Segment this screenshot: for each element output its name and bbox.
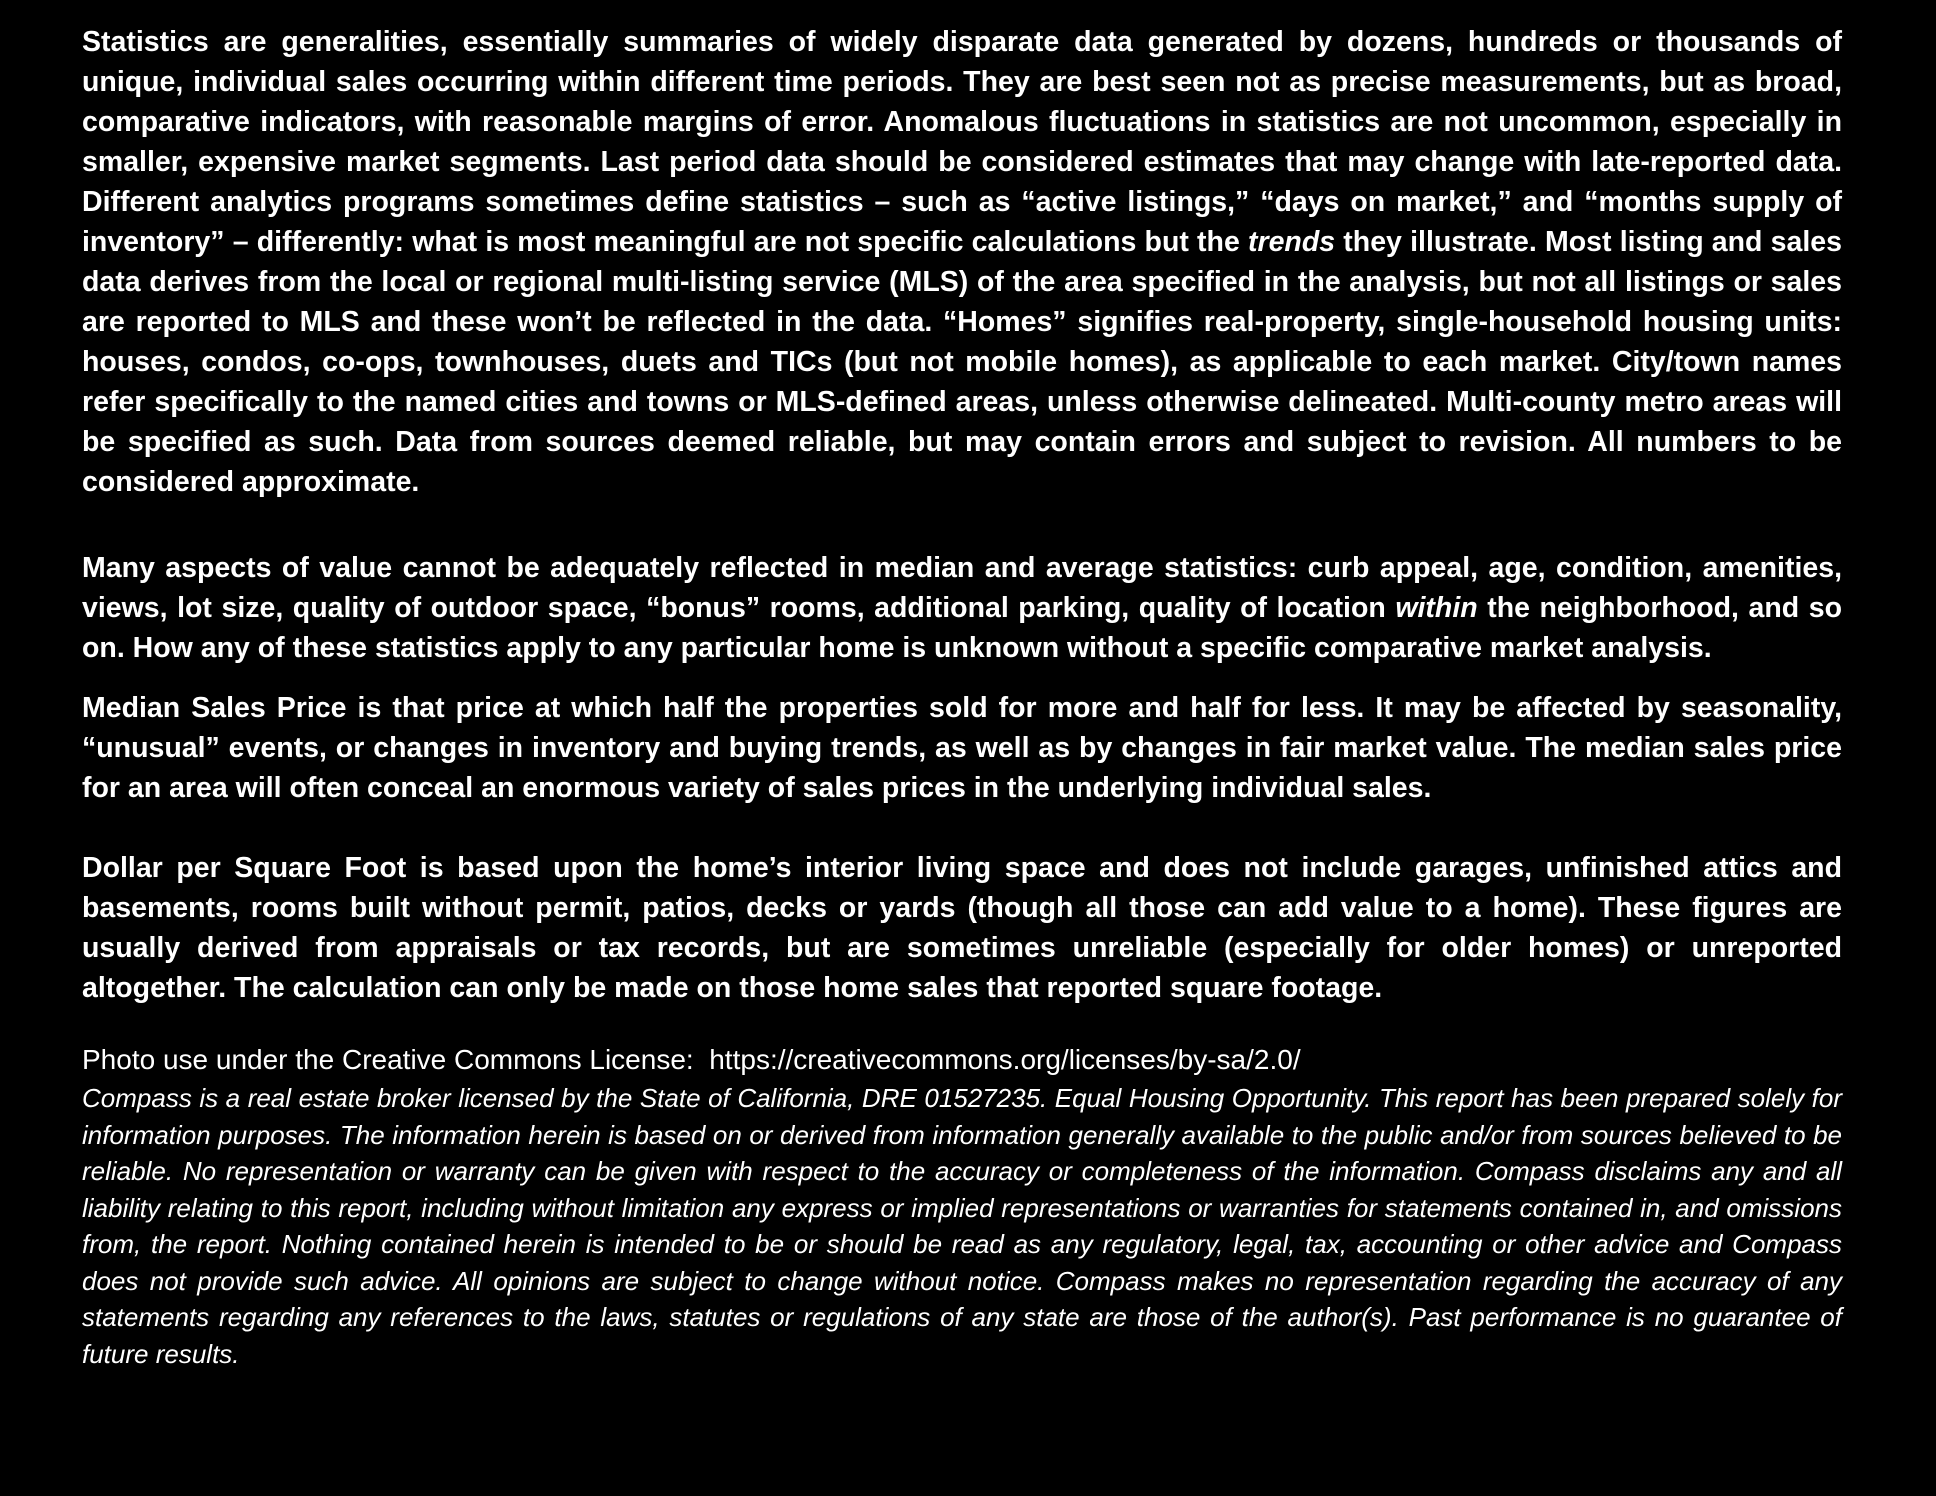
photo-license-label: Photo use under the Creative Commons License: bbox=[82, 1044, 710, 1075]
photo-license-line bbox=[82, 1040, 1842, 1080]
statistics-italic-word: trends bbox=[1248, 226, 1336, 258]
statistics-text-after-italic: they illustrate. Most listing and sales data derives from the local or regional multi-listing service (MLS) of the area specified in the analysis, but not all listings or sales are reported to MLS and these won’t be reflected in the data. “Homes” signifies real-property, single-household housing units: houses, condos, co-ops, townhouses, duets and TICs (but not mobile homes), as applicable to each market. City/town names refer specifically to the named cities and towns or MLS-defined areas, unless otherwise delineated. Multi-county metro areas will be specified as such. Data from sources deemed reliable, but may contain errors and subject to revision. All numbers to be considered approximate. bbox=[82, 226, 1842, 498]
dollar-per-square-foot-text: Dollar per Square Foot is based upon the home’s interior living space and does not include garages, unfinished attics and basements, rooms built without permit, patios, decks or yards (though all those can add value to a home). These figures are usually derived from appraisals or tax records, but are sometimes unreliable (especially for older homes) or unreported altogether. The calculation can only be made on those home sales that reported square footage. bbox=[82, 852, 1842, 1004]
paragraph-statistics-methodology bbox=[82, 22, 1842, 502]
paragraph-legal-disclaimer bbox=[82, 1080, 1842, 1372]
value-aspects-text-after-italic: the neighborhood, and so on. How any of these statistics apply to any particular home is unknown without a specific comparative market analysis. bbox=[82, 592, 1842, 664]
paragraph-dollar-per-square-foot bbox=[82, 848, 1842, 1008]
statistics-text-before-italic: Statistics are generalities, essentially summaries of widely disparate data generated by dozens, hundreds or thousands of unique, individual sales occurring within different time periods. They are best seen not as precise measurements, but as broad, comparative indicators, with reasonable margins of error. Anomalous fluctuations in statistics are not uncommon, especially in smaller, expensive market segments. Last period data should be considered estimates that may change with late-reported data. Different analytics programs sometimes define statistics – such as “active listings,” “days on market,” and “months supply of inventory” – differently: what is most meaningful are not specific calculations but the bbox=[82, 26, 1842, 258]
paragraph-median-sales-price bbox=[82, 688, 1842, 808]
median-sales-price-text: Median Sales Price is that price at which half the properties sold for more and half for less. It may be affected by seasonality, “unusual” events, or changes in inventory and buying trends, as well as by changes in fair market value. The median sales price for an area will often conceal an enormous variety of sales prices in the underlying individual sales. bbox=[82, 692, 1842, 804]
value-aspects-italic-word: within bbox=[1395, 592, 1478, 624]
legal-disclaimer-text: Compass is a real estate broker licensed by the State of California, DRE 01527235. Equal Housing Opportunity. This report has been prepared solely for information purposes. The information herein is based on or derived from information generally available to the public and/or from sources believed to be reliable. No representation or warranty can be given with respect to the accuracy or completeness of the information. Compass disclaims any and all liability relating to this report, including without limitation any express or implied representations or warranties for statements contained in, and omissions from, the report. Nothing contained herein is intended to be or should be read as any regulatory, legal, tax, accounting or other advice and Compass does not provide such advice. All opinions are subject to change without notice. Compass makes no representation regarding the accuracy of any statements regarding any references to the laws, statutes or regulations of any state are those of the author(s). Past performance is no guarantee of future results. bbox=[82, 1083, 1842, 1369]
photo-license-url: https://creativecommons.org/licenses/by-sa/2.0/ bbox=[709, 1044, 1301, 1075]
paragraph-value-aspects bbox=[82, 548, 1842, 668]
value-aspects-text-before-italic: Many aspects of value cannot be adequately reflected in median and average statistics: curb appeal, age, condition, amenities, views, lot size, quality of outdoor space, “bonus” rooms, additional parking, quality of location bbox=[82, 552, 1842, 624]
